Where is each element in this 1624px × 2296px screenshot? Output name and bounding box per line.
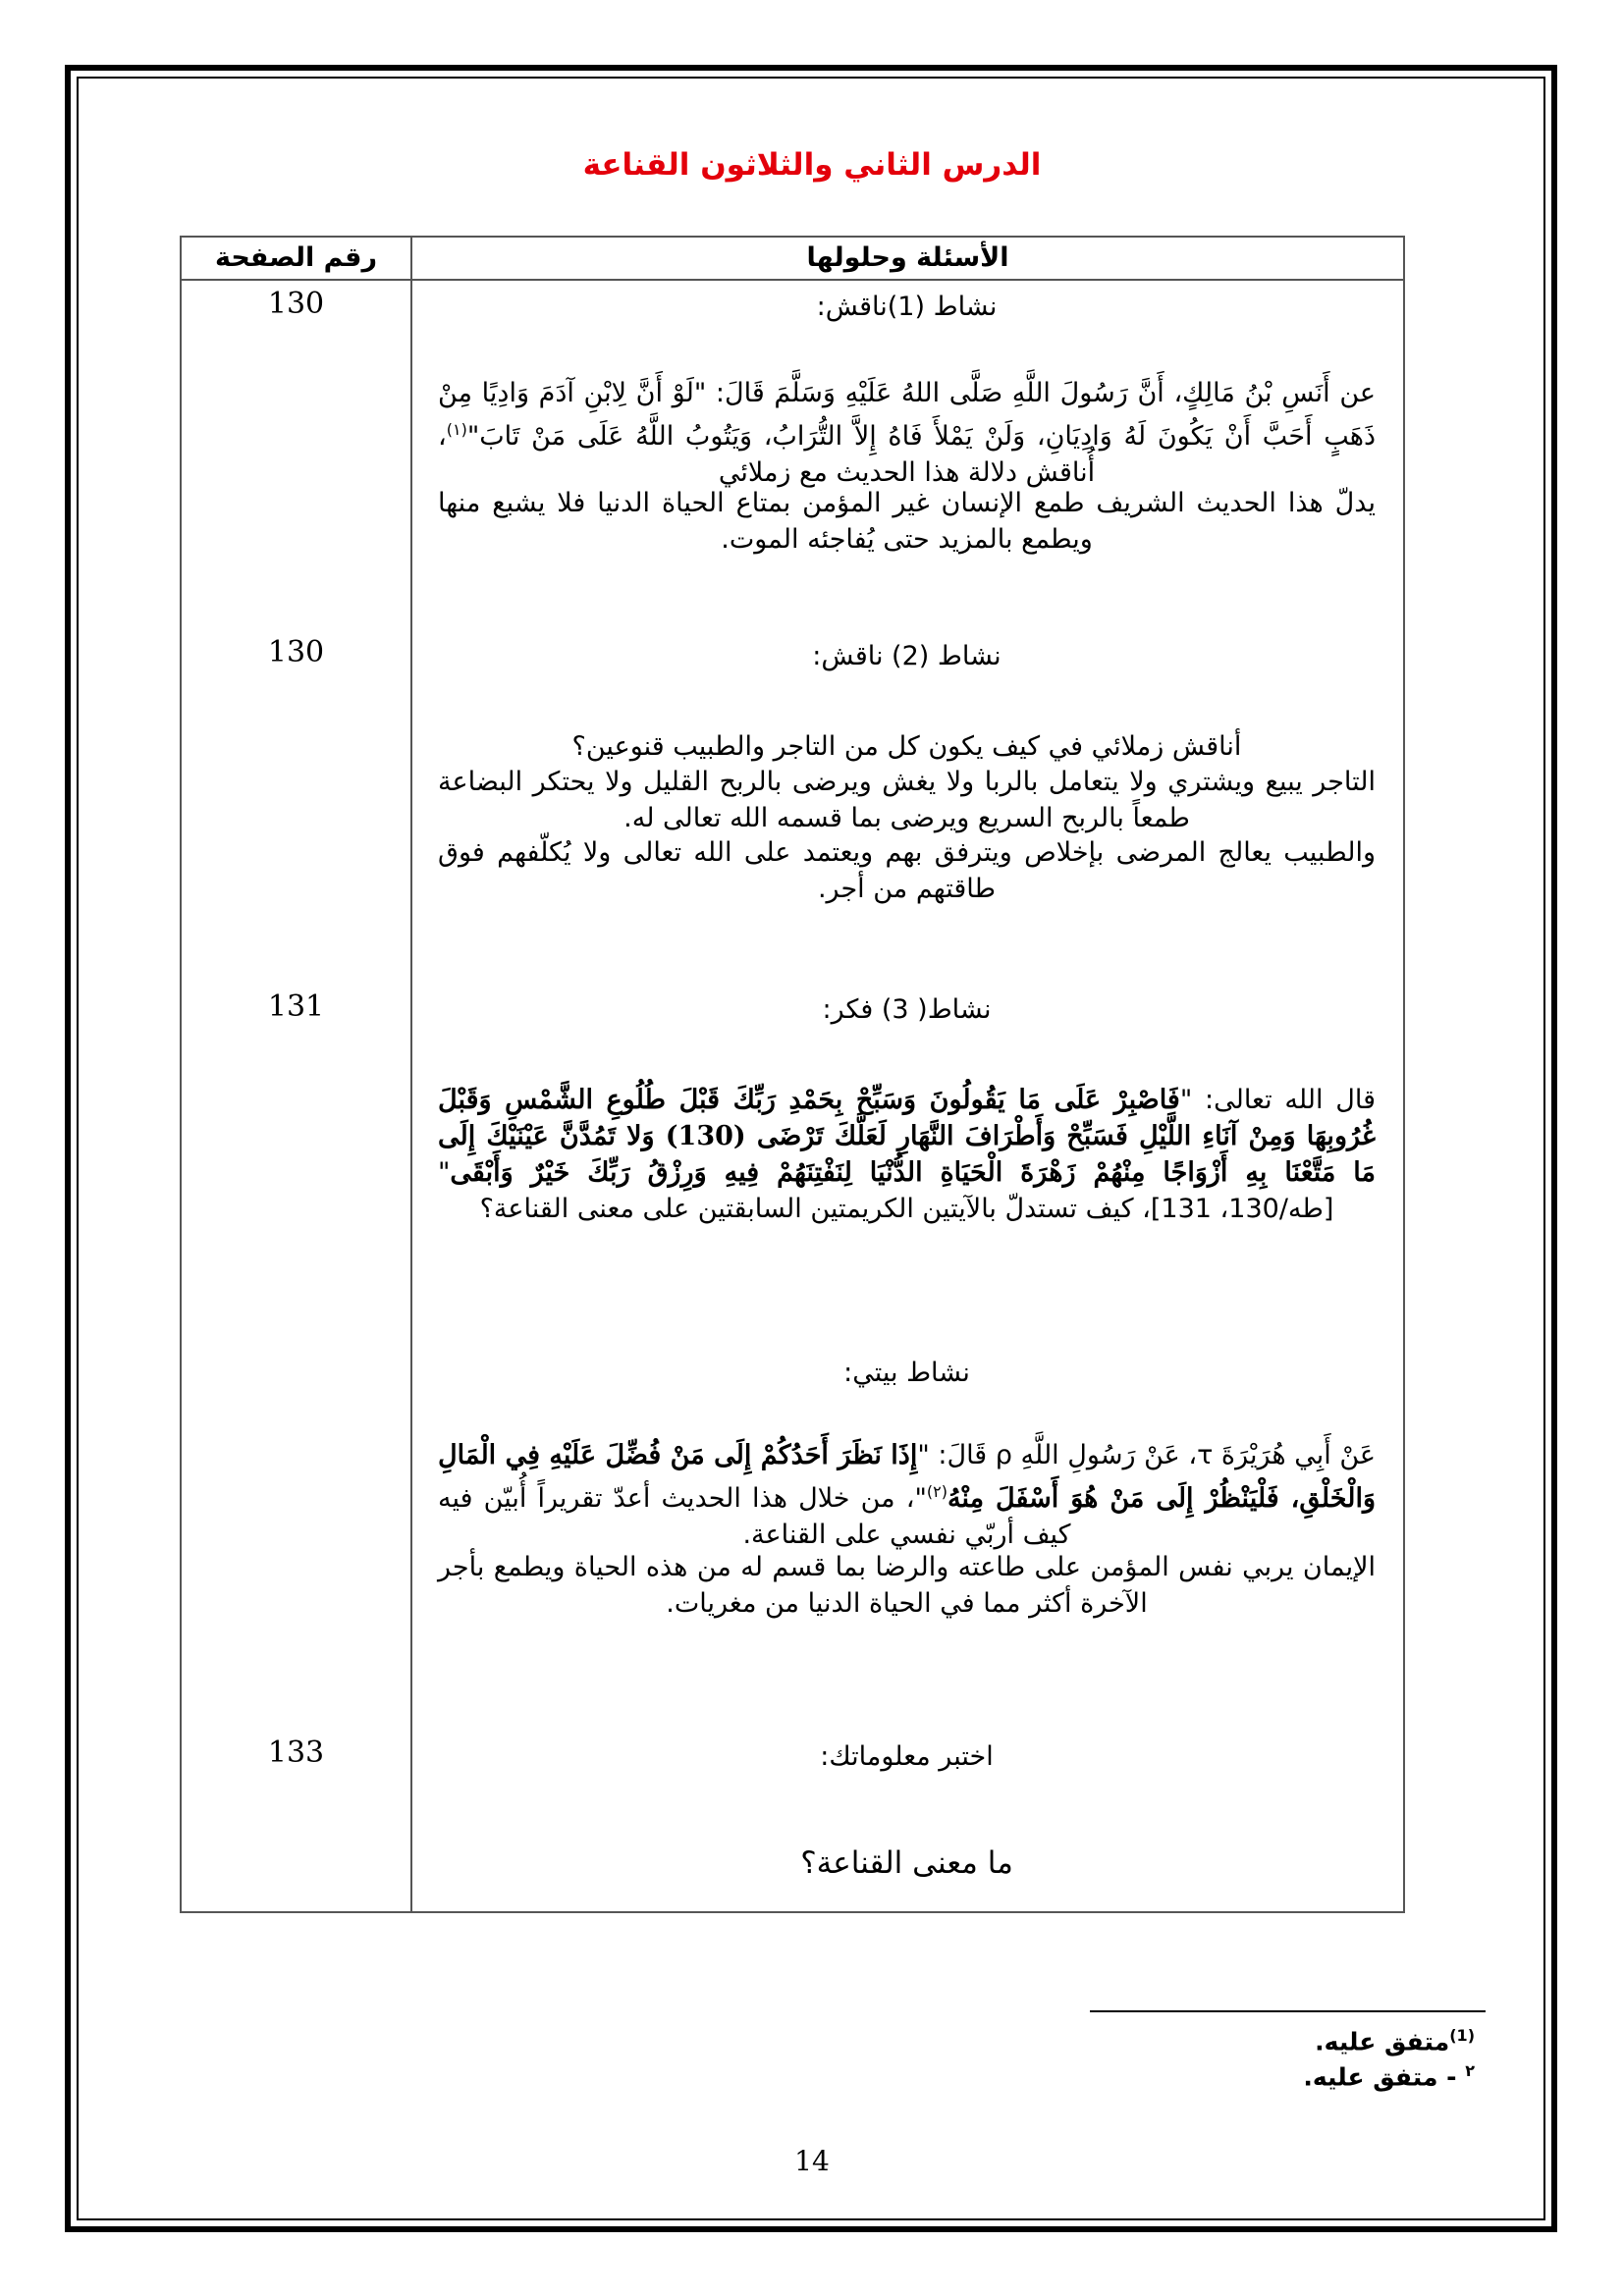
- footnote-separator: [1090, 2010, 1486, 2012]
- row-4-hadith-paragraph: [438, 1437, 1376, 1553]
- footnote-2: [1303, 2061, 1475, 2091]
- row-5-page: 133: [267, 1735, 325, 1770]
- row-4-intro: عَنْ أَبِي هُرَيْرَةَ τ، عَنْ رَسُولِ اللَّهِ ρ قَالَ: ": [917, 1440, 1376, 1470]
- row-4-answer: الإيمان يربي نفس المؤمن على طاعته والرضا بما قسم له من هذه الحياة ويطمع بأجر الآخرة أكثر مما في الحياة الدنيا من مغريات.: [438, 1552, 1376, 1619]
- row-1-heading: نشاط (1)ناقش:: [816, 292, 998, 322]
- row-1-question: ، أُناقش دلالة هذا الحديث مع زملائي: [438, 421, 1096, 488]
- footnote-ref-2: (٢): [926, 1482, 947, 1501]
- row-2-heading: نشاط (2) ناقش:: [812, 641, 1001, 671]
- row-3-intro: قال الله تعالى: ": [1179, 1085, 1376, 1115]
- row-4-heading: نشاط بيتي:: [843, 1358, 970, 1388]
- qa-table: [180, 236, 1405, 1913]
- footnote-1: [1315, 2026, 1475, 2056]
- row-1-hadith-paragraph: [438, 375, 1376, 491]
- row-1-answer: يدلّ هذا الحديث الشريف طمع الإنسان غير المؤمن بمتاع الحياة الدنيا فلا يشبع منها ويطمع بالمزيد حتى يُفاجئه الموت.: [438, 488, 1376, 555]
- footnote-2-marker: ٢: [1465, 2061, 1475, 2080]
- column-divider: [410, 238, 412, 1911]
- row-1-page: 130: [267, 287, 325, 321]
- page-number: 14: [794, 2145, 830, 2177]
- row-3-verse: فَاصْبِرْ عَلَى مَا يَقُولُونَ وَسَبِّحْ بِحَمْدِ رَبِّكَ قَبْلَ طُلُوعِ الشَّمْسِ وَقَبْلَ غُرُوبِهَا وَمِنْ آنَاءِ اللَّيْلِ فَسَبِّحْ وَأَطْرَافَ النَّهَارِ لَعَلَّكَ تَرْضَى (130) وَلا تَمُدَّنَّ عَيْنَيْكَ إِلَى مَا مَتَّعْنَا بِهِ أَزْوَاجًا مِنْهُمْ زَهْرَةَ الْحَيَاةِ الدُّنْيَا لِنَفْتِنَهُمْ فِيهِ وَرِزْقُ رَبِّكَ خَيْرٌ وَأَبْقَى: [438, 1085, 1376, 1188]
- row-2-answer-doctor: والطبيب يعالج المرضى بإخلاص ويترفق بهم ويعتمد على الله تعالى ولا يُكلّفهم فوق طاقتهم من أجر.: [438, 837, 1376, 904]
- row-3-verse-paragraph: [438, 1082, 1376, 1227]
- footnote-2-text: - متفق عليه.: [1303, 2062, 1466, 2092]
- row-5-question: ما معنى القناعة؟: [800, 1845, 1013, 1881]
- row-1-hadith: عن أَنَسِ بْنُ مَالِكٍ، أَنَّ رَسُولَ اللَّهِ صَلَّى اللهُ عَلَيْهِ وَسَلَّمَ قَالَ: "لَوْ أَنَّ لِابْنِ آدَمَ وَادِيًا مِنْ ذَهَبٍ أَحَبَّ أَنْ يَكُونَ لَهُ وَادِيَانِ، وَلَنْ يَمْلأَ فَاهُ إِلاَّ التُّرَابُ، وَيَتُوبُ اللَّهُ عَلَى مَنْ تَابَ": [438, 378, 1376, 452]
- row-3-page: 131: [267, 989, 325, 1024]
- header-questions: الأسئلة وحلولها: [806, 242, 1009, 273]
- footnote-1-marker: (1): [1449, 2026, 1475, 2045]
- row-4-hadith: إِذَا نَظَرَ أَحَدُكُمْ إِلَى مَنْ فُضِّلَ عَلَيْهِ فِي الْمَالِ وَالْخَلْقِ، فَلْيَنْظُرْ إِلَى مَنْ هُوَ أَسْفَلَ مِنْهُ: [438, 1440, 1376, 1514]
- header-page-number: رقم الصفحة: [214, 242, 378, 273]
- row-2-answer-trader: التاجر يبيع ويشتري ولا يتعامل بالربا ولا يغش ويرضى بالربح القليل ولا يحتكر البضاعة طمعاً بالربح السريع ويرضى بما قسمه الله تعالى له.: [438, 767, 1376, 833]
- footnote-ref-1: (١): [446, 420, 467, 439]
- row-3-question: " [طه/130، 131]، كيف تستدلّ بالآيتين الكريمتين السابقتين على معنى القناعة؟: [438, 1157, 1334, 1224]
- row-4-question: "، من خلال هذا الحديث أعدّ تقريراً أُبيّن فيه كيف أربّي نفسي على القناعة.: [438, 1483, 1071, 1550]
- lesson-title: الدرس الثاني والثلاثون القناعة: [582, 147, 1042, 183]
- row-2-page: 130: [267, 635, 325, 669]
- footnote-1-text: متفق عليه.: [1315, 2027, 1450, 2056]
- row-5-heading: اختبر معلوماتك:: [820, 1741, 994, 1772]
- row-2-question: أناقش زملائي في كيف يكون كل من التاجر والطبيب قنوعين؟: [571, 731, 1242, 762]
- row-3-heading: نشاط( 3) فكر:: [822, 994, 992, 1025]
